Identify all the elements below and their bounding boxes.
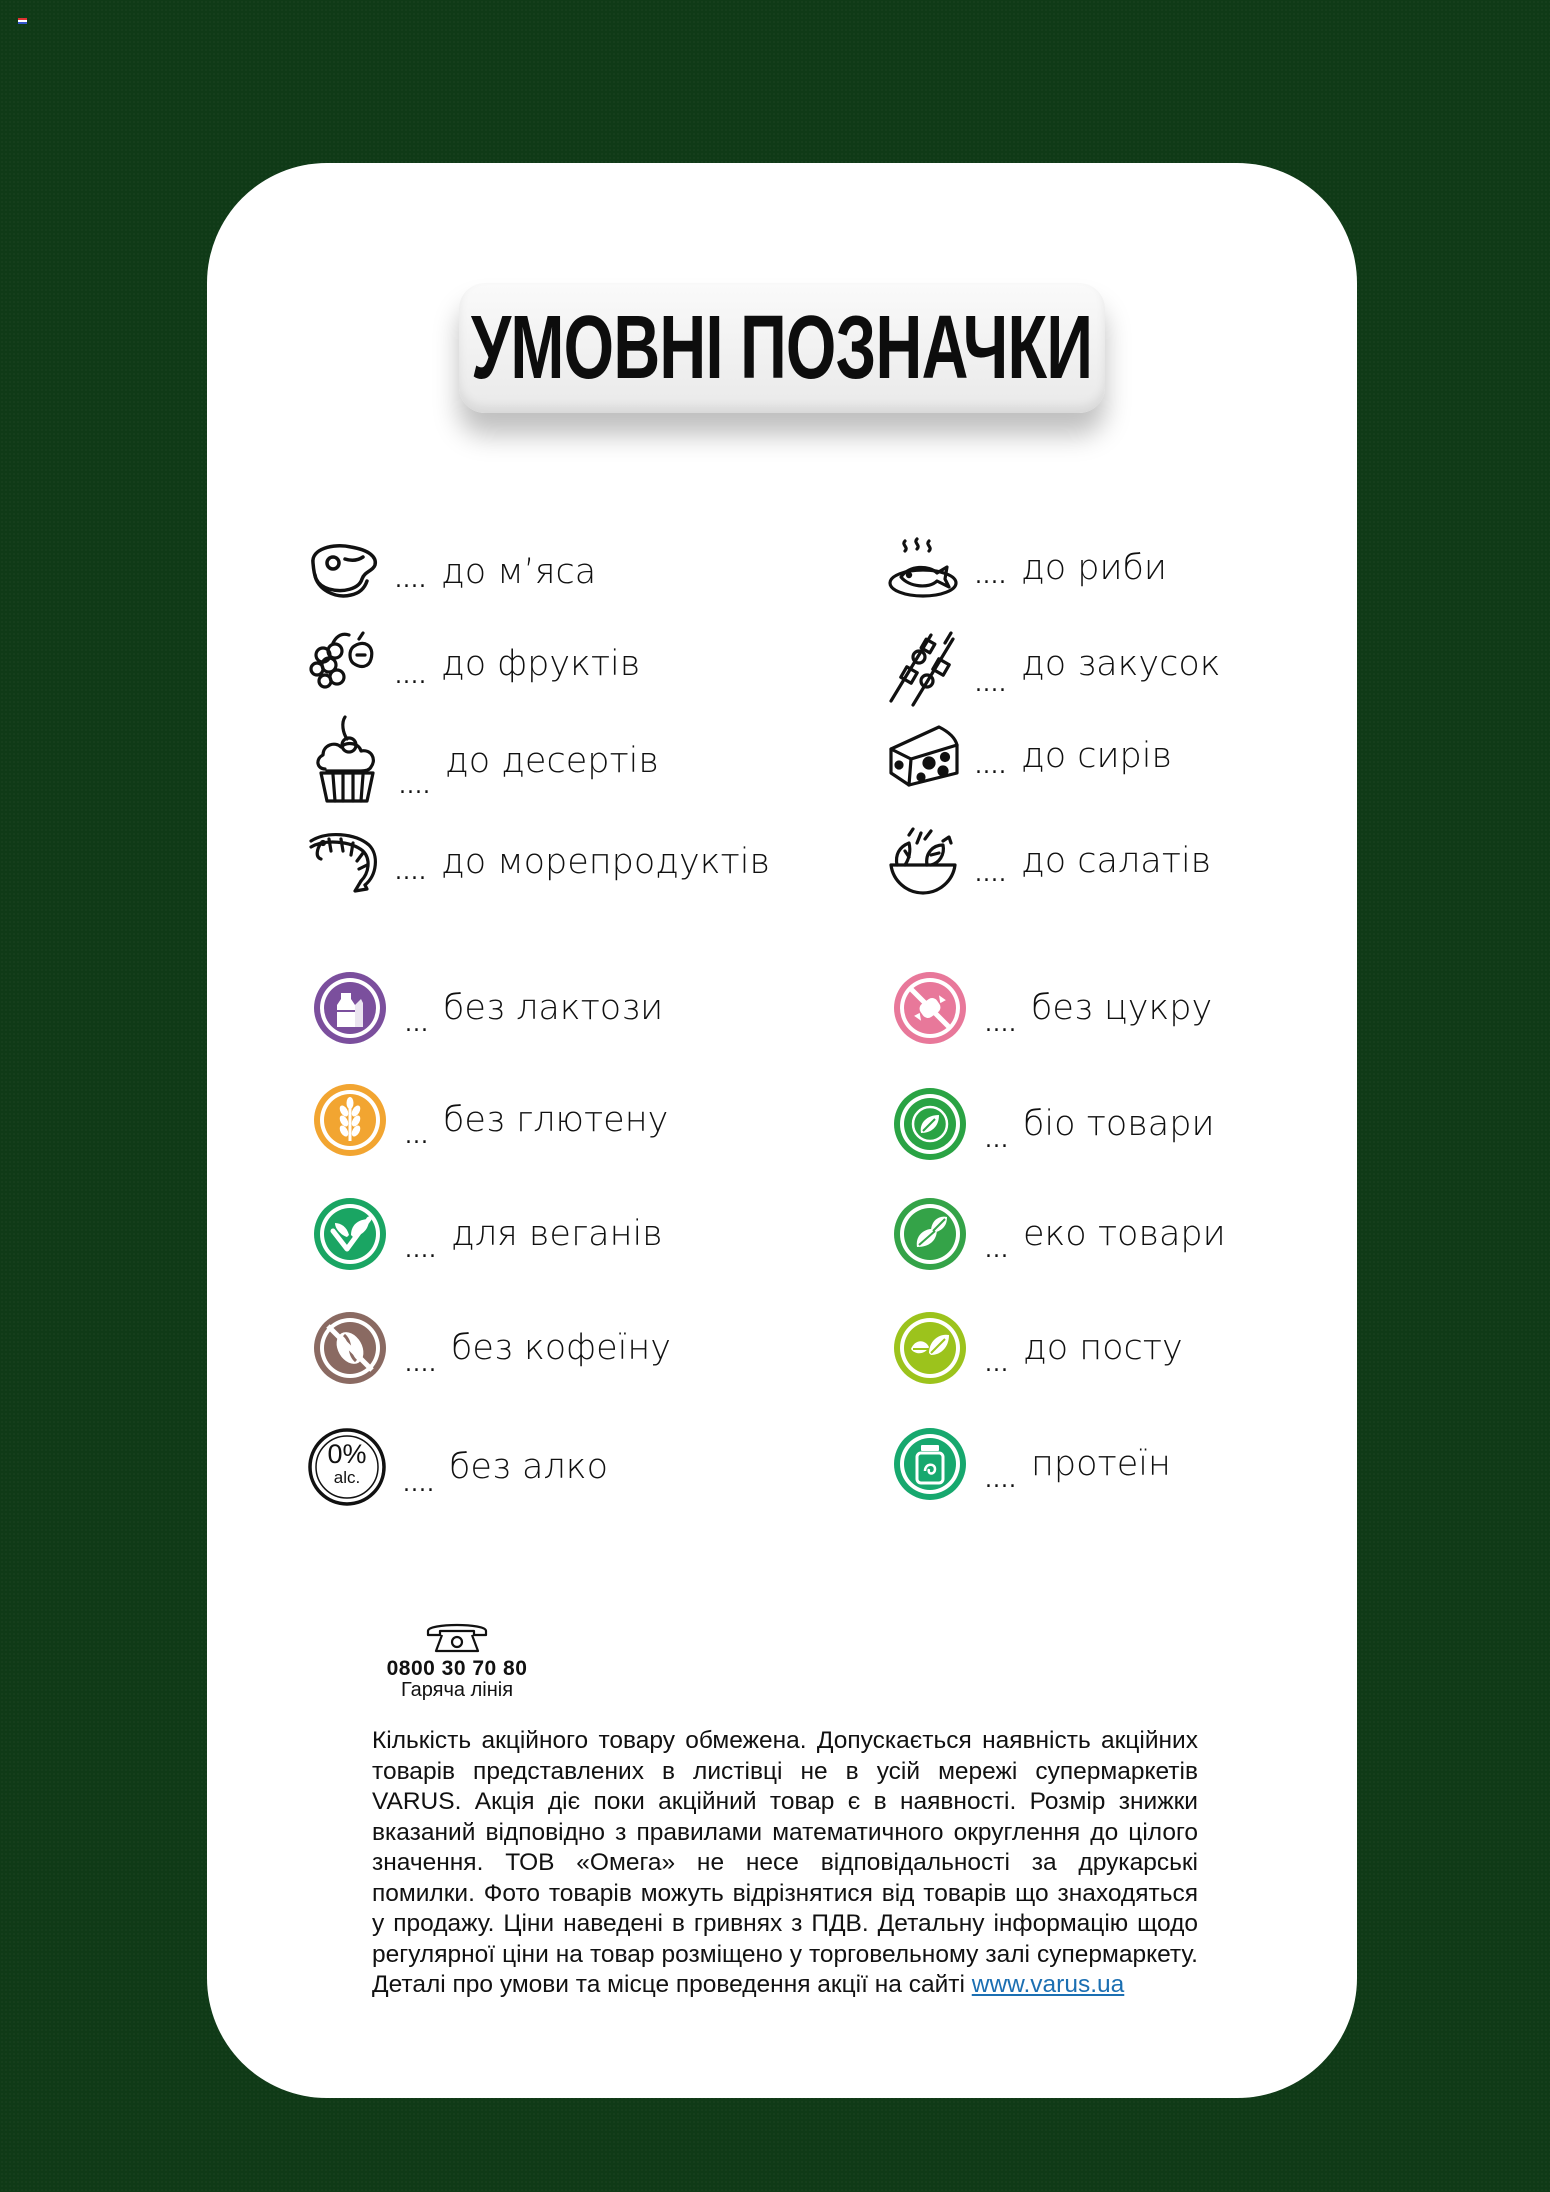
fish-icon bbox=[887, 537, 959, 599]
dots: .... bbox=[975, 862, 1007, 887]
dots: .... bbox=[975, 754, 1007, 779]
fruits-icon bbox=[307, 629, 379, 699]
legend-card bbox=[207, 163, 1357, 2098]
label-alcohol-free: без алко bbox=[448, 1447, 608, 1487]
caffeine-free-icon bbox=[311, 1309, 389, 1387]
website-link[interactable]: www.varus.ua bbox=[971, 1971, 1125, 1998]
label-caffeine-free: без кофеїну bbox=[450, 1328, 671, 1368]
label-sugar-free: без цукру bbox=[1030, 988, 1213, 1028]
hotline-label: Гаряча лінія bbox=[400, 1679, 514, 1701]
pairing-item-salads bbox=[887, 825, 1211, 897]
badge-item-lactose-free bbox=[311, 969, 663, 1047]
alcohol-free-icon bbox=[307, 1427, 387, 1507]
dots: .... bbox=[395, 860, 427, 885]
hotline-number: 0800 30 70 80 bbox=[386, 1657, 528, 1680]
label-seafood: до морепродуктів bbox=[440, 842, 770, 882]
badge-item-gluten-free bbox=[311, 1081, 668, 1159]
dots: .... bbox=[405, 1352, 437, 1377]
alcohol-badge-text: 0% bbox=[327, 1439, 367, 1469]
lent-icon bbox=[891, 1309, 969, 1387]
label-fish: до риби bbox=[1020, 548, 1167, 588]
lactose-free-icon bbox=[311, 969, 389, 1047]
pairing-item-cheese bbox=[887, 723, 1172, 789]
dots: .... bbox=[975, 672, 1007, 697]
dessert-icon bbox=[311, 713, 383, 809]
pairing-item-fruits bbox=[307, 629, 640, 699]
dots: .... bbox=[975, 564, 1007, 589]
label-vegan: для веганів bbox=[450, 1214, 663, 1254]
meat-icon bbox=[307, 541, 379, 603]
dots: ... bbox=[405, 1012, 429, 1037]
label-lactose-free: без лактози bbox=[442, 988, 664, 1028]
dots: ... bbox=[985, 1238, 1009, 1263]
label-salads: до салатів bbox=[1020, 841, 1212, 881]
dots: ... bbox=[985, 1128, 1009, 1153]
page-title: УМОВНІ ПОЗНАЧКИ bbox=[471, 297, 1093, 398]
phone-icon bbox=[424, 1621, 490, 1653]
shrimp-icon bbox=[307, 829, 379, 895]
language-flag-icon bbox=[18, 18, 27, 25]
badge-item-caffeine-free bbox=[311, 1309, 671, 1387]
skewers-icon bbox=[887, 621, 959, 707]
dots: .... bbox=[395, 664, 427, 689]
dots: .... bbox=[403, 1472, 435, 1497]
label-protein: протеїн bbox=[1030, 1444, 1171, 1484]
label-lent: до посту bbox=[1022, 1328, 1183, 1368]
sugar-free-icon bbox=[891, 969, 969, 1047]
label-bio: біо товари bbox=[1022, 1104, 1215, 1144]
protein-icon bbox=[891, 1425, 969, 1503]
hotline-block bbox=[372, 1621, 542, 1702]
dots: .... bbox=[399, 774, 431, 799]
title-badge bbox=[459, 283, 1105, 413]
legal-disclaimer bbox=[372, 1726, 1198, 2001]
badge-item-vegan bbox=[311, 1195, 663, 1273]
dots: ... bbox=[985, 1352, 1009, 1377]
badge-item-bio bbox=[891, 1085, 1215, 1163]
dots: .... bbox=[395, 568, 427, 593]
dots: ... bbox=[405, 1124, 429, 1149]
label-fruits: до фруктів bbox=[440, 644, 641, 684]
label-eco: еко товари bbox=[1022, 1214, 1226, 1254]
label-cheese: до сирів bbox=[1020, 736, 1172, 776]
dots: .... bbox=[985, 1012, 1017, 1037]
label-desserts: до десертів bbox=[444, 741, 659, 781]
badge-item-sugar-free bbox=[891, 969, 1212, 1047]
legal-text: Кількість акційного товару обмежена. Допускається наявність акційних товарів представлених в листівці не в усій мережі супермаркетів VARUS. Акція діє поки акційний товар є в наявності. Розмір знижки вказаний відповідно з правилами математичного округлення до цілого значення. ТОВ «Омега» не несе відповідальності за друкарські помилки. Фото товарів можуть відрізнятися від товарів що знаходяться у продажу. Ціни наведені в гривнях з ПДВ. Детальну інформацію щодо регулярної ціни на товар розміщено у торговельному залі супермаркету. Деталі про умови та місце проведення акції на сайті bbox=[372, 1727, 1198, 1998]
badge-item-protein bbox=[891, 1425, 1171, 1503]
badge-item-alcohol-free bbox=[307, 1427, 608, 1507]
pairing-item-meat bbox=[307, 541, 596, 603]
pairing-item-desserts bbox=[311, 713, 659, 809]
pairing-item-seafood bbox=[307, 829, 770, 895]
dots: .... bbox=[985, 1468, 1017, 1493]
label-meat: до м’яса bbox=[440, 552, 597, 592]
bio-icon bbox=[891, 1085, 969, 1163]
dots: .... bbox=[405, 1238, 437, 1263]
salad-icon bbox=[887, 825, 959, 897]
badge-item-eco bbox=[891, 1195, 1226, 1273]
eco-icon bbox=[891, 1195, 969, 1273]
vegan-icon bbox=[311, 1195, 389, 1273]
badge-item-lent bbox=[891, 1309, 1183, 1387]
alcohol-badge-sub: alc. bbox=[333, 1468, 361, 1487]
pairing-item-fish bbox=[887, 537, 1167, 599]
label-gluten-free: без глютену bbox=[442, 1100, 669, 1140]
label-snacks: до закусок bbox=[1020, 644, 1221, 684]
pairing-item-snacks bbox=[887, 621, 1221, 707]
cheese-icon bbox=[887, 723, 959, 789]
gluten-free-icon bbox=[311, 1081, 389, 1159]
